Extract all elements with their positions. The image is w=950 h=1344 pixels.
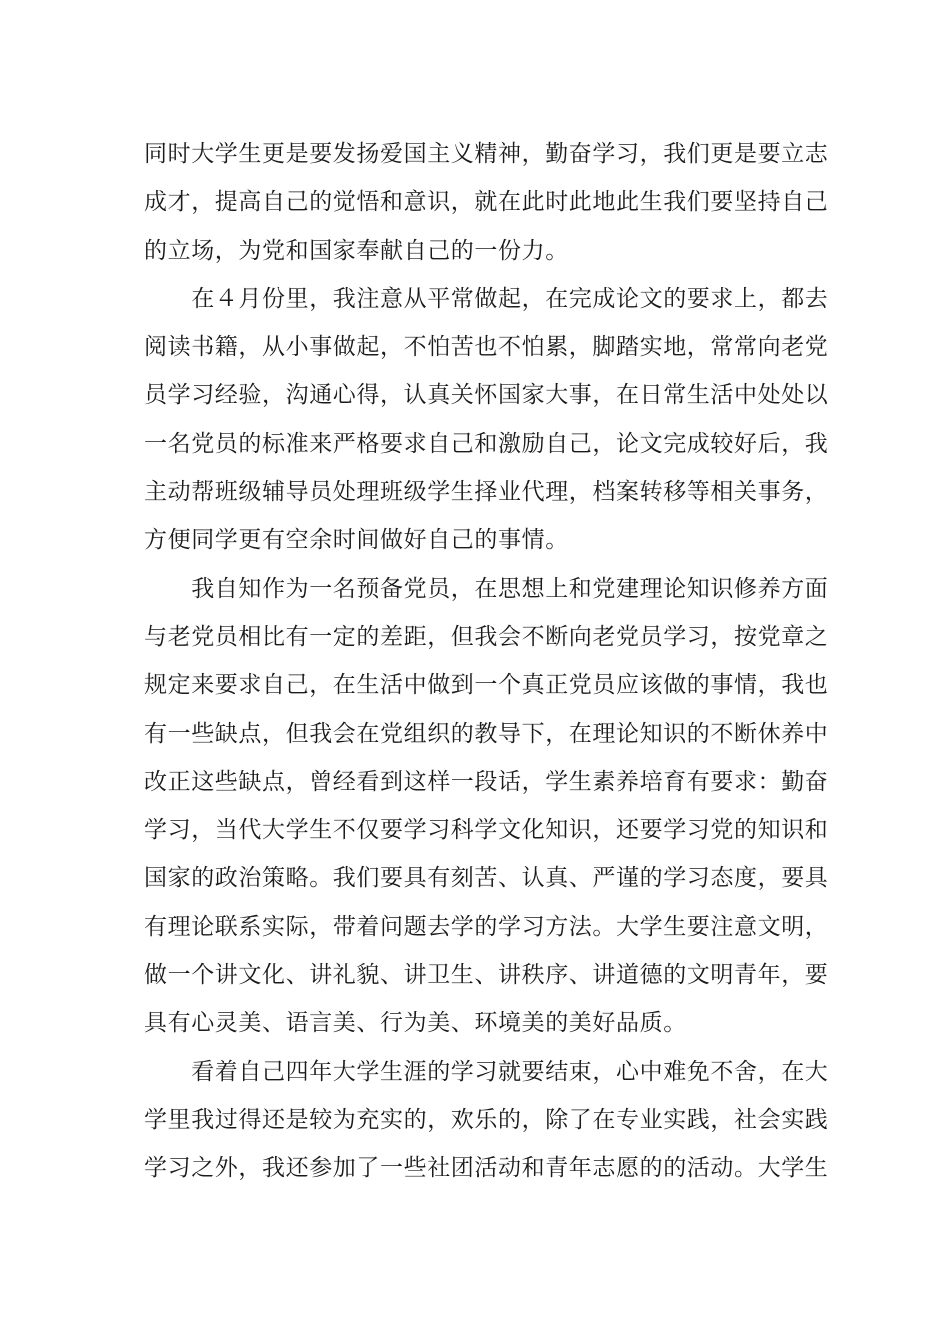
text-line: 同时大学生更是要发扬爱国主义精神，勤奋学习，我们更是要立志	[144, 141, 829, 167]
text-line: 规定来要求自己，在生活中做到一个真正党员应该做的事情，我也	[144, 672, 829, 699]
text-line: 我自知作为一名预备党员，在思想上和党建理论知识修养方面	[144, 575, 829, 602]
text-line: 方便同学更有空余时间做好自己的事情。	[144, 527, 569, 554]
text-line: 具有心灵美、语言美、行为美、环境美的美好品质。	[144, 1010, 687, 1037]
text-line: 学习，当代大学生不仅要学习科学文化知识，还要学习党的知识和	[144, 817, 829, 844]
text-line: 学里我过得还是较为充实的，欢乐的，除了在专业实践，社会实践	[144, 1106, 829, 1133]
text-line: 有一些缺点，但我会在党组织的教导下，在理论知识的不断休养中	[144, 720, 829, 747]
text-line: 做一个讲文化、讲礼貌、讲卫生、讲秩序、讲道德的文明青年，要	[144, 962, 829, 989]
paragraph-2	[144, 275, 829, 565]
document-body	[144, 130, 829, 1193]
text-line: 看着自己四年大学生涯的学习就要结束，心中难免不舍，在大	[144, 1058, 829, 1085]
text-line: 阅读书籍，从小事做起，不怕苦也不怕累，脚踏实地，常常向老党	[144, 334, 829, 361]
text-line: 员学习经验，沟通心得，认真关怀国家大事，在日常生活中处处以	[144, 382, 829, 409]
text-line: 学习之外，我还参加了一些社团活动和青年志愿的的活动。大学生	[144, 1155, 829, 1182]
text-line: 有理论联系实际，带着问题去学的学习方法。大学生要注意文明，	[144, 913, 829, 940]
paragraph-1	[144, 130, 829, 275]
text-line: 国家的政治策略。我们要具有刻苦、认真、严谨的学习态度，要具	[144, 865, 829, 892]
text-line: 的立场，为党和国家奉献自己的一份力。	[144, 237, 569, 264]
text-line: 在４月份里，我注意从平常做起，在完成论文的要求上，都去	[144, 285, 829, 312]
text-line: 主动帮班级辅导员处理班级学生择业代理，档案转移等相关事务，	[144, 479, 829, 506]
text-line: 与老党员相比有一定的差距，但我会不断向老党员学习，按党章之	[144, 623, 829, 650]
paragraph-4	[144, 1048, 829, 1193]
text-line: 成才，提高自己的觉悟和意识，就在此时此地此生我们要坚持自己	[144, 189, 829, 216]
text-line: 改正这些缺点，曾经看到这样一段话，学生素养培育有要求：勤奋	[144, 768, 829, 795]
text-line: 一名党员的标准来严格要求自己和激励自己，论文完成较好后，我	[144, 430, 829, 457]
paragraph-3	[144, 565, 829, 1048]
